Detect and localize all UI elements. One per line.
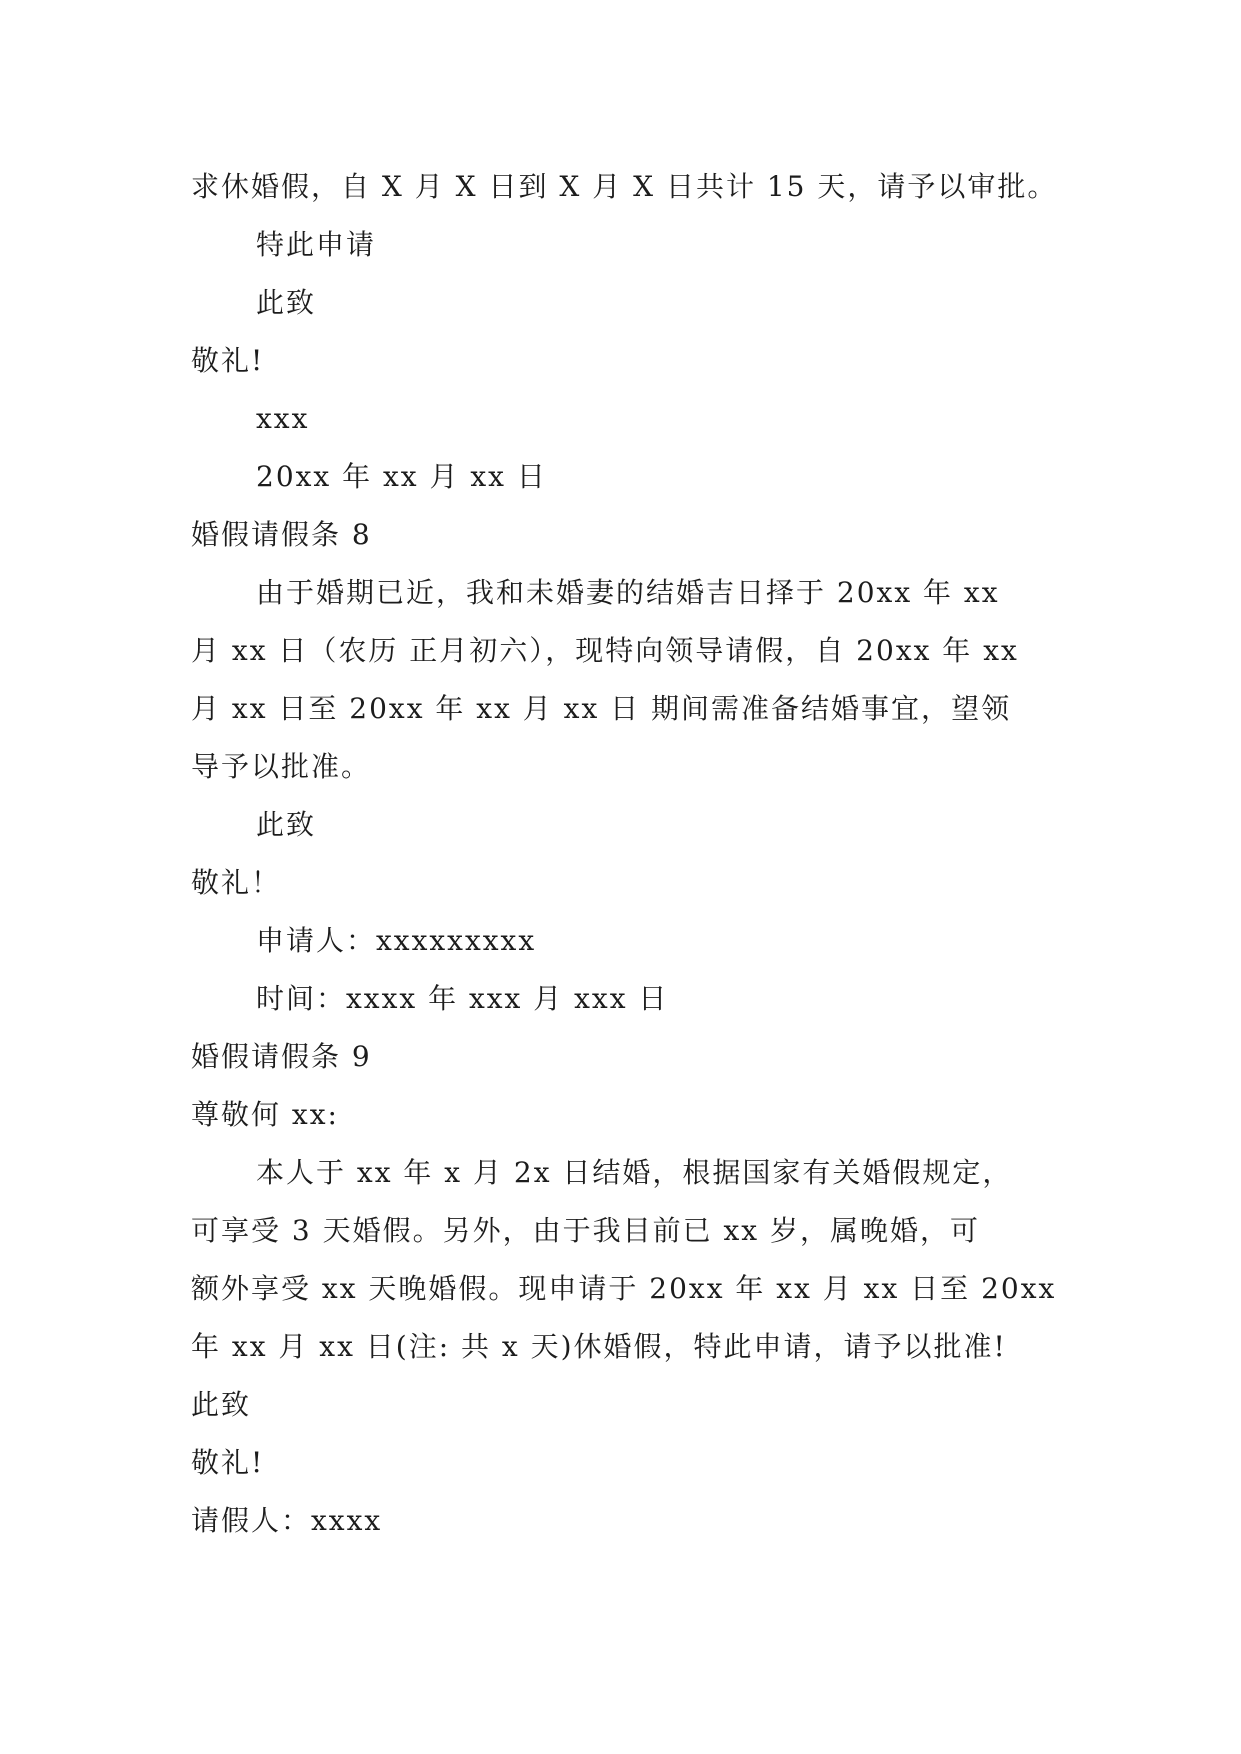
text-line: 年 xx 月 xx 日(注: 共 x 天)休婚假，特此申请，请予以批准! xyxy=(191,1330,1007,1363)
text-line: 月 xx 日（农历 正月初六），现特向领导请假，自 20xx 年 xx xyxy=(191,634,1019,667)
text-line: 本人于 xx 年 x 月 2x 日结婚，根据国家有关婚假规定， xyxy=(256,1156,1013,1189)
text-line: 由于婚期已近，我和未婚妻的结婚吉日择于 20xx 年 xx xyxy=(256,576,1000,609)
document-body xyxy=(191,158,1063,1550)
applicant-line: 请假人：xxxx xyxy=(191,1504,383,1537)
text-line: 此致 xyxy=(256,808,317,841)
text-line: 敬礼! xyxy=(191,344,265,377)
section-heading: 婚假请假条 9 xyxy=(191,1040,372,1073)
text-line: 可享受 3 天婚假。另外，由于我目前已 xx 岁，属晚婚，可 xyxy=(191,1214,981,1247)
text-line: 敬礼! xyxy=(191,1446,265,1479)
date-line: 时间：xxxx 年 xxx 月 xxx 日 xyxy=(256,982,669,1015)
text-line: 月 xx 日至 20xx 年 xx 月 xx 日 期间需准备结婚事宜，望领 xyxy=(191,692,1012,725)
section-heading: 婚假请假条 8 xyxy=(191,518,372,551)
text-line: 导予以批准。 xyxy=(191,750,372,783)
text-line: 特此申请 xyxy=(256,228,377,261)
signature-date: 20xx 年 xx 月 xx 日 xyxy=(256,460,547,493)
text-line: 此致 xyxy=(256,286,317,319)
signature-name: xxx xyxy=(256,402,310,435)
text-line: 此致 xyxy=(191,1388,252,1421)
text-line: 求休婚假，自 X 月 X 日到 X 月 X 日共计 15 天，请予以审批。 xyxy=(191,170,1058,203)
text-line: 额外享受 xx 天晚婚假。现申请于 20xx 年 xx 月 xx 日至 20xx xyxy=(191,1272,1057,1305)
text-line: 敬礼！ xyxy=(191,866,282,899)
applicant-line: 申请人：xxxxxxxxx xyxy=(256,924,537,957)
salutation-line: 尊敬何 xx: xyxy=(191,1098,339,1131)
